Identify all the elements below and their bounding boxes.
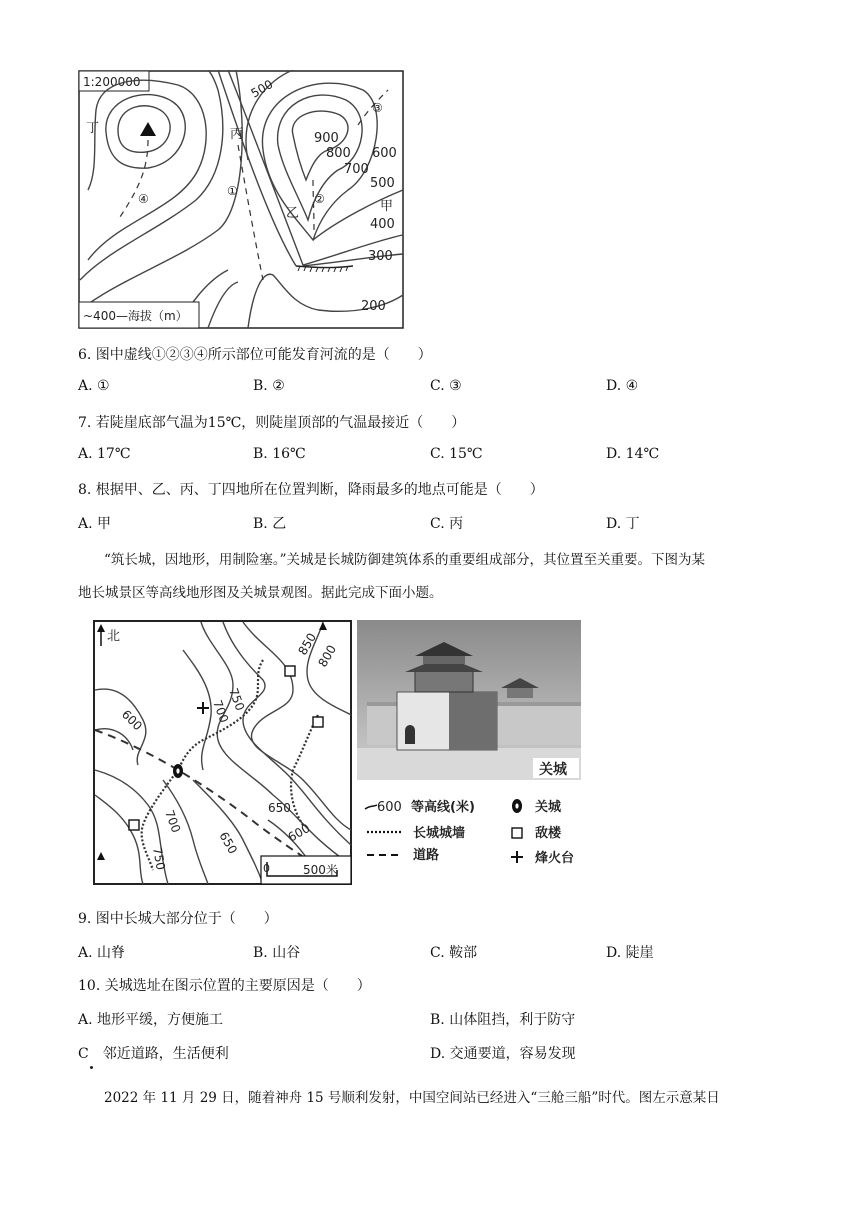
contour-label: 750 — [226, 686, 248, 713]
legend-road: 道路 — [413, 848, 440, 863]
question-8-stem: 8. 根据甲、乙、丙、丁四地所在位置判断，降雨最多的地点可能是（ ） — [78, 482, 544, 498]
q7-option-b: B. 16℃ — [253, 446, 306, 462]
question-10-stem: 10. 关城选址在图示位置的主要原因是（ ） — [78, 978, 371, 994]
place-label-jia: 甲 — [380, 199, 394, 214]
tower-icon — [285, 666, 295, 676]
passage-1-line-1: “筑长城，因地形，用制险塞。”关城是长城防御建筑体系的重要组成部分，其位置至关重要。下图为某 — [104, 552, 706, 568]
q9-option-c: C. 鞍部 — [430, 945, 478, 961]
contour-label: 500 — [248, 77, 276, 101]
q7-option-c: C. 15℃ — [430, 446, 483, 462]
marker-2: ② — [314, 192, 325, 206]
north-label: 北 — [107, 629, 121, 644]
contour-label: 200 — [361, 299, 386, 314]
contour-map-1 — [78, 70, 404, 330]
tower-icon — [129, 820, 139, 830]
scale-label: 500米 — [303, 863, 338, 877]
legend-beacon-icon — [511, 851, 523, 863]
question-6-stem: 6. 图中虚线①②③④所示部位可能发育河流的是（ ） — [78, 347, 432, 363]
marker-4: ④ — [138, 192, 149, 206]
question-7-stem: 7. 若陡崖底部气温为15℃，则陡崖顶部的气温最接近（ ） — [78, 415, 466, 431]
place-label-bing: 丙 — [230, 127, 244, 142]
q10-option-c: C 邻近道路，生活便利 — [78, 1046, 229, 1062]
q10-option-b: B. 山体阻挡，利于防守 — [430, 1012, 576, 1028]
q9-option-a: A. 山脊 — [78, 945, 126, 961]
contour-label: 700 — [210, 698, 232, 725]
q6-option-a: A. ① — [78, 378, 110, 394]
contour-label: 700 — [162, 808, 184, 835]
q10-option-a: A. 地形平缓，方便施工 — [78, 1012, 224, 1028]
contour-label: 850 — [295, 630, 320, 658]
q8-option-a: A. 甲 — [78, 516, 112, 532]
q7-option-d: D. 14℃ — [606, 446, 660, 462]
tower-icon — [313, 717, 323, 727]
contour-label: 300 — [368, 249, 393, 264]
legend-pass-city: 关城 — [535, 800, 562, 815]
passage-2-line-1: 2022 年 11 月 29 日，随着神舟 15 号顺利发射，中国空间站已经进入“三舱三船”时代。图左示意某日 — [104, 1090, 720, 1106]
pass-city-photo — [357, 620, 581, 780]
place-label-ding: 丁 — [86, 121, 100, 136]
question-9-stem: 9. 图中长城大部分位于（ ） — [78, 911, 278, 927]
q9-option-d: D. 陡崖 — [606, 945, 654, 961]
q6-option-c: C. ③ — [430, 378, 462, 394]
q10-option-d: D. 交通要道，容易发现 — [430, 1046, 576, 1062]
legend-beacon: 烽火台 — [535, 851, 575, 866]
q8-option-d: D. 丁 — [606, 516, 640, 532]
contour-label: 800 — [315, 642, 340, 670]
q8-option-c: C. 丙 — [430, 516, 464, 532]
contour-label: 750 — [150, 846, 168, 872]
contour-label: 650 — [268, 801, 291, 815]
place-label-yi: 乙 — [286, 206, 300, 221]
passage-1-line-2: 地长城景区等高线地形图及关城景观图。据此完成下面小题。 — [78, 585, 443, 601]
legend-tower-icon — [512, 828, 522, 838]
contour-label: 500 — [370, 176, 395, 191]
contour-label: 600 — [285, 821, 313, 845]
stray-dot — [90, 1066, 93, 1069]
contour-label: 650 — [216, 829, 240, 857]
q7-option-a: A. 17℃ — [78, 446, 131, 462]
map-legend: ~400—海拔（m） — [83, 309, 188, 323]
contour-label: 900 — [314, 131, 339, 146]
contour-label: 800 — [326, 146, 351, 161]
map-scale: 1:200000 — [83, 75, 141, 89]
contour-label: 700 — [344, 162, 369, 177]
marker-1: ① — [227, 184, 238, 198]
q6-option-b: B. ② — [253, 378, 285, 394]
q8-option-b: B. 乙 — [253, 516, 287, 532]
marker-3: ③ — [372, 101, 383, 115]
great-wall-contour-map — [93, 620, 353, 886]
legend-tower: 敌楼 — [535, 826, 562, 841]
legend-contour-value: 600 — [377, 800, 402, 815]
legend-contour: 等高线(米) — [411, 800, 475, 815]
scale-zero: 0 — [263, 862, 270, 875]
contour-label: 600 — [118, 707, 145, 734]
q9-option-b: B. 山谷 — [253, 945, 301, 961]
q6-option-d: D. ④ — [606, 378, 639, 394]
map-legend-2 — [363, 795, 603, 875]
contour-label: 600 — [372, 146, 397, 161]
photo-caption: 关城 — [539, 762, 567, 778]
legend-wall: 长城城墙 — [413, 826, 466, 841]
contour-label: 400 — [370, 217, 395, 232]
